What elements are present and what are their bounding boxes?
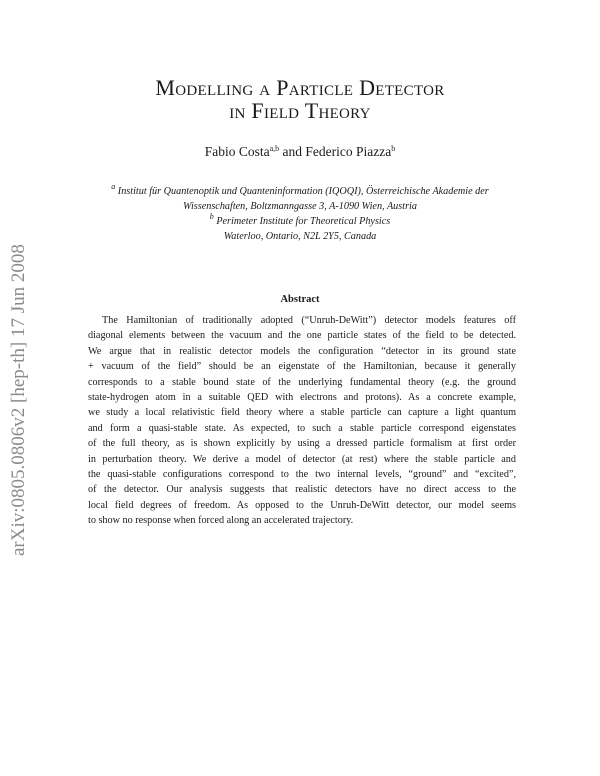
affil-mark: a — [111, 182, 116, 191]
author-affil-mark: b — [391, 144, 396, 153]
affiliation-a-line-2: Wissenschaften, Boltzmanngasse 3, A-1090 Wien, Austria — [183, 201, 417, 212]
abstract-line: in perturbation theory. We derive a model of detector (at rest) where the stable particle and — [88, 453, 516, 465]
affil-text: Perimeter Institute for Theoretical Physics — [213, 216, 391, 227]
abstract-line: local field degrees of freedom. As opposed to the Unruh-DeWitt detector, our model seems — [88, 499, 516, 511]
abstract-line: + vacuum of the field” should be an eigenstate of the Hamiltonian, because it generally — [88, 361, 516, 373]
abstract-line: state-hydrogen atom in a suitable QED with electrons and protons). As a concrete example, — [88, 392, 516, 404]
abstract-body — [88, 313, 516, 529]
author-affil-mark: a,b — [269, 144, 280, 153]
arxiv-identifier: arXiv:0805.0806v2 [hep-th] 17 Jun 2008 — [8, 244, 29, 556]
affiliation-b-line-2: Waterloo, Ontario, N2L 2Y5, Canada — [223, 231, 377, 242]
abstract-line: corresponds to a stable bound state of the underlying fundamental theory (e.g. the ground — [88, 376, 516, 388]
abstract-line: We argue that in realistic detector models the configuration “detector in its ground state — [88, 345, 516, 357]
title-line-2: in Field Theory — [229, 98, 371, 123]
abstract-line: diagonal elements between the vacuum and the one particle states of the field to be detected. — [88, 330, 516, 342]
abstract-line: of the full theory, as is shown explicitly by using a dressed particle formalism at first order — [88, 438, 516, 450]
abstract-line: the quasi-stable configurations correspond to the two internal levels, “ground” and “excited”, — [88, 469, 516, 481]
affiliation-b-line-1 — [70, 214, 530, 229]
author-name: Fabio Costa — [204, 144, 270, 159]
author-name: Federico Piazza — [305, 144, 392, 159]
affil-mark: b — [209, 212, 214, 221]
abstract-line: and form a quasi-stable state. As expected, to such a stable particle correspond eigenstates — [88, 422, 516, 434]
affiliations — [70, 184, 530, 244]
abstract-line: we study a local relativistic field theory where a stable particle can capture a light quantum — [88, 407, 516, 419]
abstract-line: to show no response when forced along an accelerated trajectory. — [88, 515, 354, 527]
abstract-heading: Abstract — [280, 294, 320, 305]
paper-title — [90, 76, 510, 122]
affiliation-a-line-1 — [70, 184, 530, 199]
author-list — [60, 144, 540, 160]
abstract-line: of the detector. Our analysis suggests that realistic detectors have no direct access to the — [88, 484, 516, 496]
abstract-line: The Hamiltonian of traditionally adopted (“Unruh-DeWitt”) detector models features off — [102, 315, 516, 326]
author-connector: and — [279, 144, 306, 159]
title-line-1: Modelling a Particle Detector — [155, 75, 445, 100]
affil-text: Institut für Quantenoptik und Quanteninformation (IQOQI), Österreichische Akademie der — [115, 186, 489, 197]
